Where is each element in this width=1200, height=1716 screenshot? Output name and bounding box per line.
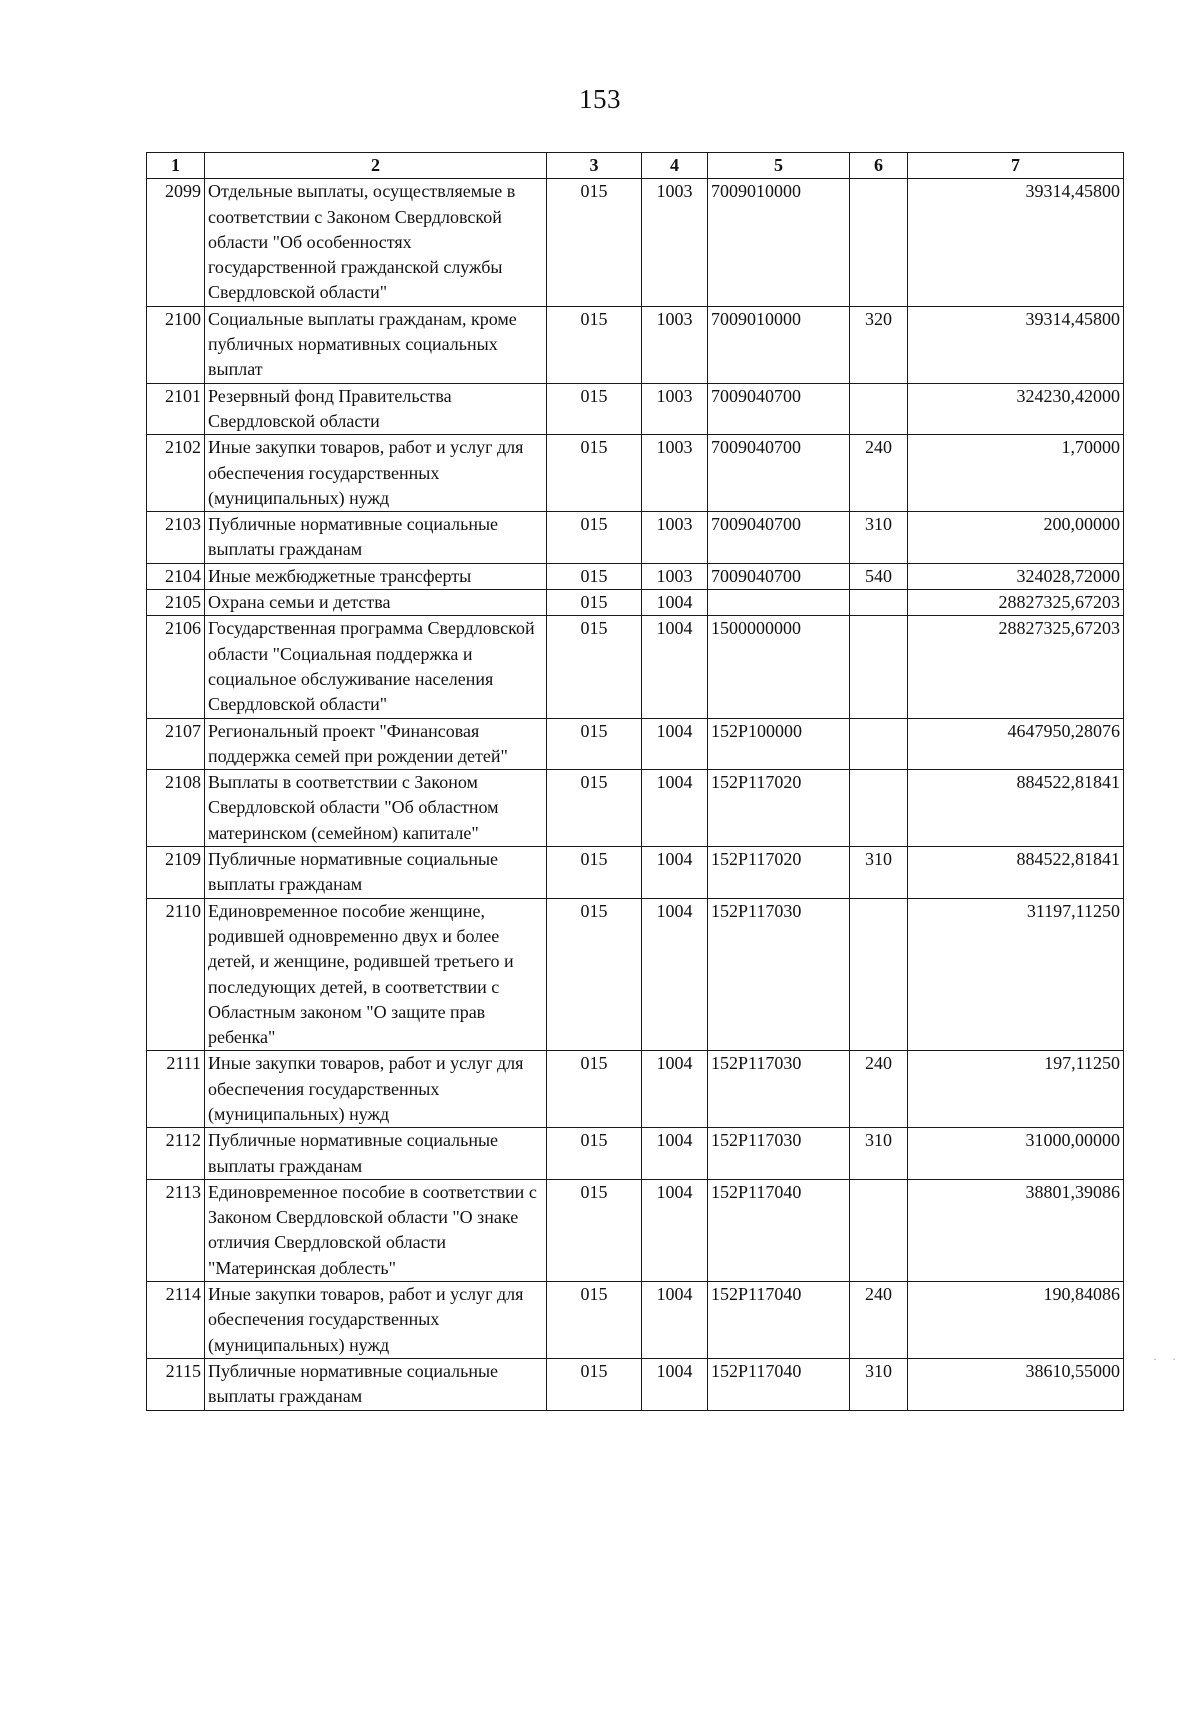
row-col4-cell: 1004: [642, 718, 708, 770]
row-col4-cell: 1004: [642, 1051, 708, 1128]
row-col4-cell: 1004: [642, 1358, 708, 1410]
row-amount-cell: 28827325,67203: [908, 590, 1124, 616]
header-cell: 2: [205, 153, 547, 179]
row-col6-cell: 310: [850, 1128, 908, 1180]
budget-table: [146, 152, 1124, 1411]
row-number-cell: 2100: [147, 306, 205, 383]
row-number-cell: 2104: [147, 563, 205, 589]
table-row: [147, 383, 1124, 435]
row-col3-cell: 015: [547, 718, 642, 770]
row-col6-cell: [850, 718, 908, 770]
row-name-cell: Социальные выплаты гражданам, кроме публичных нормативных социальных выплат: [205, 306, 547, 383]
row-col5-cell: 152P117040: [708, 1179, 850, 1281]
row-col6-cell: [850, 179, 908, 306]
row-number-cell: 2112: [147, 1128, 205, 1180]
row-col3-cell: 015: [547, 383, 642, 435]
row-number-cell: 2114: [147, 1282, 205, 1359]
row-col5-cell: 7009040700: [708, 383, 850, 435]
row-col3-cell: 015: [547, 770, 642, 847]
row-col5-cell: 7009040700: [708, 435, 850, 512]
row-col5-cell: 7009010000: [708, 306, 850, 383]
table-header: [147, 153, 1124, 179]
row-col6-cell: [850, 590, 908, 616]
row-col6-cell: 310: [850, 847, 908, 899]
row-col3-cell: 015: [547, 847, 642, 899]
row-amount-cell: 884522,81841: [908, 770, 1124, 847]
row-col5-cell: 152P117020: [708, 770, 850, 847]
row-name-cell: Иные закупки товаров, работ и услуг для обеспечения государственных (муниципальных) нужд: [205, 1051, 547, 1128]
table-row: [147, 718, 1124, 770]
row-col5-cell: 1500000000: [708, 616, 850, 718]
row-col6-cell: 320: [850, 306, 908, 383]
header-cell: 5: [708, 153, 850, 179]
row-name-cell: Иные закупки товаров, работ и услуг для обеспечения государственных (муниципальных) нужд: [205, 1282, 547, 1359]
table-row: [147, 306, 1124, 383]
row-col5-cell: 152P117020: [708, 847, 850, 899]
row-col6-cell: 240: [850, 1282, 908, 1359]
row-number-cell: 2115: [147, 1358, 205, 1410]
row-amount-cell: 190,84086: [908, 1282, 1124, 1359]
row-col3-cell: 015: [547, 435, 642, 512]
table-row: [147, 847, 1124, 899]
row-name-cell: Выплаты в соответствии с Законом Свердловской области "Об областном материнском (семейном) капитале": [205, 770, 547, 847]
row-col3-cell: 015: [547, 563, 642, 589]
row-name-cell: Иные закупки товаров, работ и услуг для обеспечения государственных (муниципальных) нужд: [205, 435, 547, 512]
row-col4-cell: 1004: [642, 590, 708, 616]
row-name-cell: Резервный фонд Правительства Свердловской области: [205, 383, 547, 435]
scan-artifact: · ·: [1153, 1352, 1182, 1366]
header-cell: 4: [642, 153, 708, 179]
row-col6-cell: [850, 1179, 908, 1281]
table-row: [147, 563, 1124, 589]
row-number-cell: 2108: [147, 770, 205, 847]
row-amount-cell: 38610,55000: [908, 1358, 1124, 1410]
table-row: [147, 435, 1124, 512]
row-col4-cell: 1003: [642, 512, 708, 564]
row-amount-cell: 197,11250: [908, 1051, 1124, 1128]
row-col3-cell: 015: [547, 1179, 642, 1281]
row-col4-cell: 1003: [642, 179, 708, 306]
row-col5-cell: [708, 590, 850, 616]
table-row: [147, 1051, 1124, 1128]
row-amount-cell: 324028,72000: [908, 563, 1124, 589]
row-col4-cell: 1004: [642, 770, 708, 847]
header-cell: 1: [147, 153, 205, 179]
row-col5-cell: 152P117030: [708, 1051, 850, 1128]
row-col3-cell: 015: [547, 306, 642, 383]
row-amount-cell: 31000,00000: [908, 1128, 1124, 1180]
row-amount-cell: 884522,81841: [908, 847, 1124, 899]
table-row: [147, 770, 1124, 847]
row-col3-cell: 015: [547, 590, 642, 616]
row-col4-cell: 1004: [642, 616, 708, 718]
row-col6-cell: 310: [850, 1358, 908, 1410]
row-number-cell: 2102: [147, 435, 205, 512]
row-col3-cell: 015: [547, 898, 642, 1051]
row-col4-cell: 1003: [642, 306, 708, 383]
row-col3-cell: 015: [547, 1282, 642, 1359]
row-number-cell: 2105: [147, 590, 205, 616]
row-name-cell: Региональный проект "Финансовая поддержка семей при рождении детей": [205, 718, 547, 770]
table-row: [147, 616, 1124, 718]
row-col5-cell: 152P100000: [708, 718, 850, 770]
row-col5-cell: 152P117040: [708, 1358, 850, 1410]
row-name-cell: Государственная программа Свердловской области "Социальная поддержка и социальное обслуживание населения Свердловской области": [205, 616, 547, 718]
row-number-cell: 2099: [147, 179, 205, 306]
row-col4-cell: 1004: [642, 898, 708, 1051]
row-amount-cell: 200,00000: [908, 512, 1124, 564]
row-col3-cell: 015: [547, 616, 642, 718]
row-number-cell: 2109: [147, 847, 205, 899]
table-body: [147, 179, 1124, 1410]
row-amount-cell: 324230,42000: [908, 383, 1124, 435]
row-col3-cell: 015: [547, 179, 642, 306]
row-col4-cell: 1004: [642, 1282, 708, 1359]
row-number-cell: 2107: [147, 718, 205, 770]
row-name-cell: Публичные нормативные социальные выплаты гражданам: [205, 1128, 547, 1180]
row-col6-cell: [850, 898, 908, 1051]
row-col4-cell: 1003: [642, 383, 708, 435]
row-name-cell: Публичные нормативные социальные выплаты гражданам: [205, 1358, 547, 1410]
row-col4-cell: 1004: [642, 1128, 708, 1180]
table-row: [147, 512, 1124, 564]
row-name-cell: Охрана семьи и детства: [205, 590, 547, 616]
header-cell: 6: [850, 153, 908, 179]
row-amount-cell: 39314,45800: [908, 306, 1124, 383]
row-col6-cell: 310: [850, 512, 908, 564]
table-row: [147, 1179, 1124, 1281]
row-name-cell: Отдельные выплаты, осуществляемые в соответствии с Законом Свердловской области "Об особенностях государственной гражданской службы Свердловской области": [205, 179, 547, 306]
row-amount-cell: 38801,39086: [908, 1179, 1124, 1281]
row-col6-cell: 540: [850, 563, 908, 589]
row-number-cell: 2111: [147, 1051, 205, 1128]
row-col3-cell: 015: [547, 512, 642, 564]
row-amount-cell: 4647950,28076: [908, 718, 1124, 770]
row-name-cell: Публичные нормативные социальные выплаты гражданам: [205, 847, 547, 899]
row-col6-cell: [850, 616, 908, 718]
row-number-cell: 2106: [147, 616, 205, 718]
row-col5-cell: 7009040700: [708, 563, 850, 589]
row-col3-cell: 015: [547, 1051, 642, 1128]
header-cell: 3: [547, 153, 642, 179]
row-amount-cell: 39314,45800: [908, 179, 1124, 306]
row-name-cell: Единовременное пособие в соответствии с Законом Свердловской области "О знаке отличия Свердловской области "Материнская доблесть": [205, 1179, 547, 1281]
page-number: 153: [579, 84, 621, 114]
row-number-cell: 2101: [147, 383, 205, 435]
row-col6-cell: 240: [850, 1051, 908, 1128]
row-col4-cell: 1003: [642, 435, 708, 512]
row-col5-cell: 152P117030: [708, 898, 850, 1051]
row-amount-cell: 1,70000: [908, 435, 1124, 512]
row-col5-cell: 152P117030: [708, 1128, 850, 1180]
row-col6-cell: [850, 383, 908, 435]
row-col6-cell: 240: [850, 435, 908, 512]
table-row: [147, 1358, 1124, 1410]
row-number-cell: 2113: [147, 1179, 205, 1281]
row-name-cell: Иные межбюджетные трансферты: [205, 563, 547, 589]
row-name-cell: Публичные нормативные социальные выплаты гражданам: [205, 512, 547, 564]
table-row: [147, 1128, 1124, 1180]
row-col3-cell: 015: [547, 1128, 642, 1180]
table-row: [147, 1282, 1124, 1359]
row-col6-cell: [850, 770, 908, 847]
row-col5-cell: 152P117040: [708, 1282, 850, 1359]
row-number-cell: 2103: [147, 512, 205, 564]
header-cell: 7: [908, 153, 1124, 179]
row-col3-cell: 015: [547, 1358, 642, 1410]
row-col4-cell: 1003: [642, 563, 708, 589]
table-row: [147, 898, 1124, 1051]
row-number-cell: 2110: [147, 898, 205, 1051]
row-col5-cell: 7009040700: [708, 512, 850, 564]
row-amount-cell: 31197,11250: [908, 898, 1124, 1051]
row-amount-cell: 28827325,67203: [908, 616, 1124, 718]
row-col4-cell: 1004: [642, 847, 708, 899]
row-col4-cell: 1004: [642, 1179, 708, 1281]
row-name-cell: Единовременное пособие женщине, родившей одновременно двух и более детей, и женщине, родившей третьего и последующих детей, в соответствии с Областным законом "О защите прав ребенка": [205, 898, 547, 1051]
row-col5-cell: 7009010000: [708, 179, 850, 306]
table-row: [147, 590, 1124, 616]
table-row: [147, 179, 1124, 306]
header-row: [147, 153, 1124, 179]
